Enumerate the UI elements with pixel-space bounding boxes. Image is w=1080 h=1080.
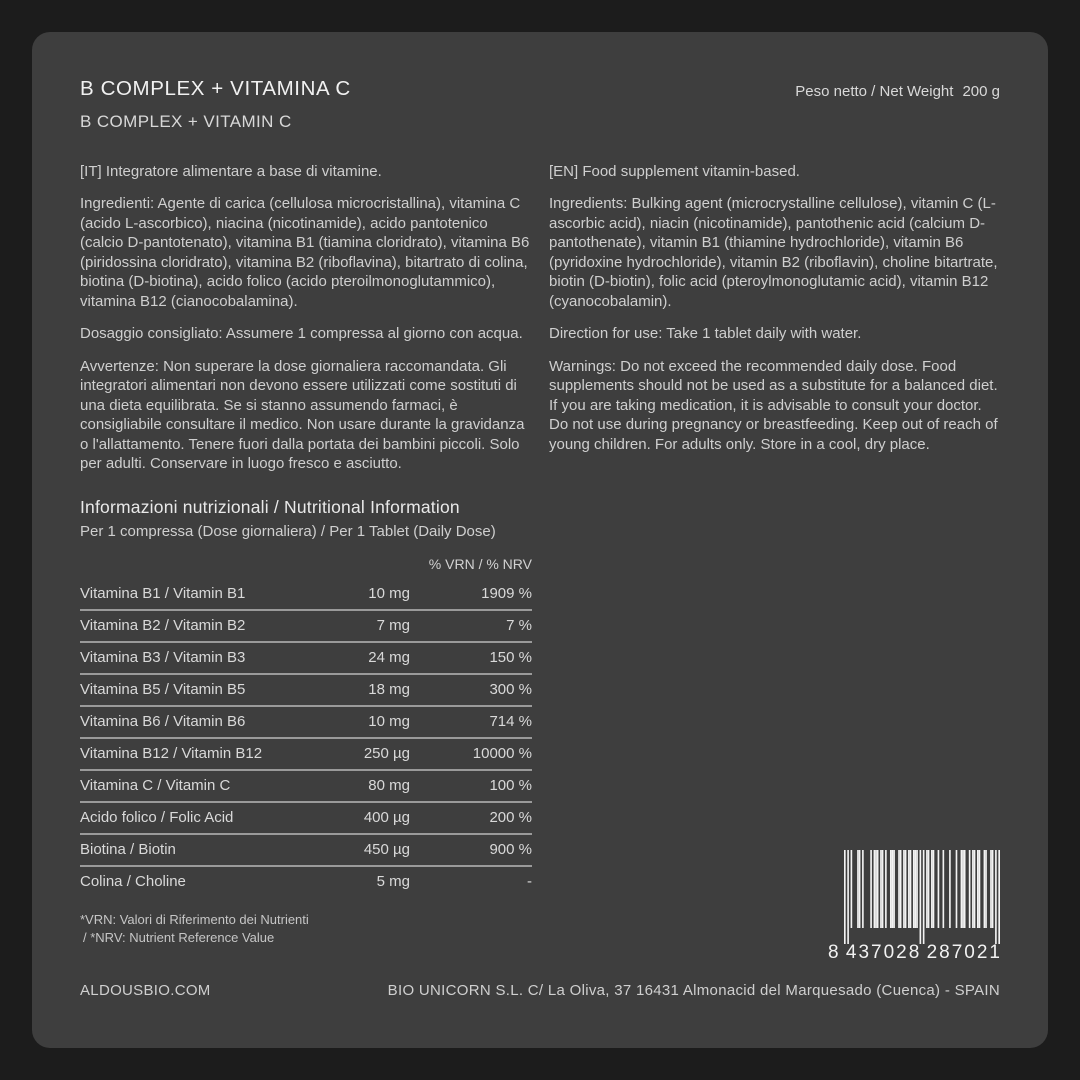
footnote-line-1: *VRN: Valori di Riferimento dei Nutrienti <box>80 911 309 927</box>
nutrient-label: Vitamina B6 / Vitamin B6 <box>80 713 246 731</box>
nutrient-nrv: 900 % <box>489 841 532 859</box>
table-row <box>80 643 532 675</box>
table-row <box>80 867 532 897</box>
label-header <box>80 77 1000 132</box>
intro-english: [EN] Food supplement vitamin-based. <box>549 162 800 180</box>
label-footer <box>80 982 1000 999</box>
footnote-line-2: / *NRV: Nutrient Reference Value <box>83 929 275 945</box>
nutrient-amount: 250 µg <box>363 745 410 763</box>
nutrient-nrv: 10000 % <box>472 745 532 763</box>
nutrient-label: Vitamina B5 / Vitamin B5 <box>80 681 246 699</box>
net-weight-label: Peso netto / Net Weight <box>795 83 954 100</box>
table-row <box>80 739 532 771</box>
warnings-english: Warnings: Do not exceed the recommended daily dose. Food supplements should not be used as a substitute for a balanced diet. If you are taking medication, it is advisable to consult your doctor. Do not use during pregnancy or breastfeeding. Keep out of reach of young children. For adults only. Store in a cool, dry place. <box>549 357 998 453</box>
nutrient-amount: 10 mg <box>368 713 410 731</box>
barcode <box>828 850 1002 963</box>
nutrient-label: Vitamina C / Vitamin C <box>80 777 231 795</box>
website-text: ALDOUSBIO.COM <box>80 982 211 999</box>
barcode-digit-lead: 8 <box>828 942 841 963</box>
column-english <box>549 162 1000 487</box>
intro-italian: [IT] Integratore alimentare a base di vitamine. <box>80 162 382 180</box>
nutrition-subtitle: Per 1 compressa (Dose giornaliera) / Per 1 Tablet (Daily Dose) <box>80 522 496 540</box>
column-italian <box>80 162 531 487</box>
dosage-english: Direction for use: Take 1 tablet daily with water. <box>549 325 862 343</box>
table-row <box>80 771 532 803</box>
ingredients-italian: Ingredienti: Agente di carica (cellulosa microcristallina), vitamina C (acido L-ascorbico), niacina (nicotinamide), acido pantotenico (calcio D-pantotenato), vitamina B1 (tiamina cloridrato), vitamina B6 (piridossina cloridrato), vitamina B2 (riboflavina), bitartrato di colina, biotina (D-biotina), acido folico (acido pteroilmonoglutammico), vitamina B12 (cianocobalamina). <box>80 195 530 310</box>
nutrient-amount: 10 mg <box>368 585 410 603</box>
nutrition-rows <box>80 579 532 897</box>
product-title-english: B COMPLEX + VITAMIN C <box>80 111 292 131</box>
nutrient-nrv: 300 % <box>489 681 532 699</box>
nutrient-label: Colina / Choline <box>80 873 186 891</box>
warnings-italian: Avvertenze: Non superare la dose giornaliera raccomandata. Gli integratori alimentari non devono essere utilizzati come sostituti di una dieta equilibrata. Se si stanno assumendo farmaci, è consigliabile consultare il medico. Non usare durante la gravidanza o l'allattamento. Tenere fuori dalla portata dei bambini piccoli. Solo per adulti. Conservare in luogo fresco e asciutto. <box>80 357 525 473</box>
nutrient-nrv: 150 % <box>489 649 532 667</box>
nutrition-table <box>80 556 532 897</box>
table-row <box>80 835 532 867</box>
net-weight-value: 200 g <box>962 83 1000 100</box>
nrv-column-header: % VRN / % NRV <box>428 555 532 572</box>
table-row <box>80 611 532 643</box>
nutrient-label: Biotina / Biotin <box>80 841 176 859</box>
barcode-digits-right: 287021 <box>926 942 1002 963</box>
table-row <box>80 579 532 611</box>
bilingual-columns <box>80 162 1000 487</box>
barcode-bars <box>844 850 1000 944</box>
nutrient-nrv: 7 % <box>506 617 532 635</box>
product-title-italian: B COMPLEX + VITAMINA C <box>80 77 351 100</box>
dosage-italian: Dosaggio consigliato: Assumere 1 compressa al giorno con acqua. <box>80 325 523 343</box>
nutrient-label: Vitamina B3 / Vitamin B3 <box>80 649 246 667</box>
table-row <box>80 707 532 739</box>
nutrient-label: Vitamina B12 / Vitamin B12 <box>80 745 263 763</box>
nutrient-label: Vitamina B1 / Vitamin B1 <box>80 585 246 603</box>
nutrient-amount: 18 mg <box>368 681 410 699</box>
nutrient-amount: 400 µg <box>363 809 410 827</box>
ingredients-english: Ingredients: Bulking agent (microcrystalline cellulose), vitamin C (L-ascorbic acid), niacin (nicotinamide), pantothenic acid (calcium D-pantothenate), vitamin B1 (thiamine hydrochloride), vitamin B6 (pyridoxine hydrochloride), vitamin B2 (riboflavin), choline bitartrate, biotin (D-biotin), folic acid (pteroylmonoglutamic acid), vitamin B12 (cyanocobalamin). <box>549 195 998 310</box>
nutrient-nrv: - <box>527 873 532 891</box>
nutrient-amount: 5 mg <box>376 873 410 891</box>
barcode-digits-left: 437028 <box>845 942 922 963</box>
table-row <box>80 803 532 835</box>
nutrient-nrv: 1909 % <box>481 585 532 603</box>
nutrient-nrv: 100 % <box>489 777 532 795</box>
nutrient-label: Acido folico / Folic Acid <box>80 809 234 827</box>
nutrient-amount: 7 mg <box>376 617 410 635</box>
nutrition-title: Informazioni nutrizionali / Nutritional Information <box>80 496 460 517</box>
nutrient-amount: 80 mg <box>368 777 410 795</box>
nutrient-label: Vitamina B2 / Vitamin B2 <box>80 617 246 635</box>
table-row <box>80 675 532 707</box>
title-block <box>80 77 351 132</box>
table-header <box>80 556 532 579</box>
nutrient-amount: 450 µg <box>363 841 410 859</box>
barcode-number <box>828 943 1002 962</box>
nutrient-nrv: 200 % <box>489 809 532 827</box>
nutrient-nrv: 714 % <box>489 713 532 731</box>
label-panel <box>32 32 1048 1048</box>
company-address: BIO UNICORN S.L. C/ La Oliva, 37 16431 Almonacid del Marquesado (Cuenca) - SPAIN <box>387 982 1000 999</box>
nutrient-amount: 24 mg <box>368 649 410 667</box>
net-weight <box>795 77 1000 100</box>
